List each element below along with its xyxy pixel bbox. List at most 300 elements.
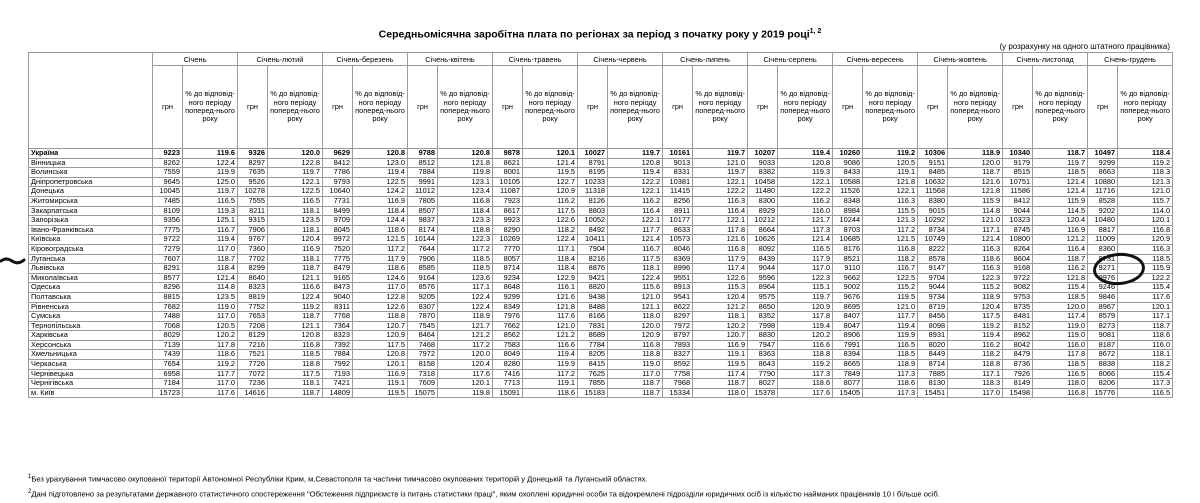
percent-value: 118.6: [778, 379, 833, 389]
region-name: Житомирська: [29, 196, 153, 206]
salary-value: 8049: [493, 350, 523, 360]
salary-value: 8331: [663, 168, 693, 178]
unit-header-uah: грн: [578, 66, 608, 149]
percent-value: 121.0: [693, 158, 748, 168]
region-name: Чернігівська: [29, 379, 153, 389]
percent-value: 118.6: [863, 379, 918, 389]
salary-value: 10381: [663, 177, 693, 187]
percent-value: 116.2: [778, 196, 833, 206]
salary-value: 9788: [408, 149, 438, 159]
salary-value: 8029: [153, 331, 183, 341]
salary-value: 8211: [238, 206, 268, 216]
salary-value: 9596: [748, 273, 778, 283]
percent-value: 119.4: [863, 321, 918, 331]
percent-value: 116.5: [1033, 369, 1088, 379]
salary-value: 8057: [493, 254, 523, 264]
salary-value: 9438: [578, 292, 608, 302]
percent-value: 121.0: [608, 292, 663, 302]
region-name: Київська: [29, 235, 153, 245]
salary-value: 9002: [833, 283, 863, 293]
salary-value: 8352: [748, 312, 778, 322]
salary-value: 8369: [663, 254, 693, 264]
percent-value: 122.6: [523, 216, 578, 226]
salary-value: 10685: [833, 235, 863, 245]
salary-value: 9541: [663, 292, 693, 302]
percent-value: 118.4: [523, 264, 578, 274]
percent-value: 123.6: [438, 273, 493, 283]
salary-value: 7654: [153, 360, 183, 370]
table-row: [29, 321, 1173, 331]
footnote-1-text: Без урахування тимчасово окупованої території Автономної Республіки Крим, м.Севастополя та частини тимчасово окупованих територій у Донецькій та Луганській областях.: [31, 474, 648, 484]
salary-value: 7279: [153, 244, 183, 254]
salary-value: 11568: [918, 187, 948, 197]
salary-value: 8256: [663, 196, 693, 206]
salary-value: 8592: [663, 360, 693, 370]
percent-value: 122.4: [268, 292, 323, 302]
percent-value: 116.8: [608, 340, 663, 350]
percent-value: 118.8: [608, 350, 663, 360]
percent-value: 120.9: [608, 331, 663, 341]
salary-value: 9082: [1003, 283, 1033, 293]
table-row: [29, 302, 1173, 312]
percent-value: 121.3: [1118, 177, 1173, 187]
percent-value: 119.4: [523, 350, 578, 360]
salary-value: 11526: [833, 187, 863, 197]
percent-value: 115.2: [863, 283, 918, 293]
salary-value: 8222: [918, 244, 948, 254]
percent-value: 121.6: [523, 292, 578, 302]
title-footnote-ref: 1, 2: [809, 28, 822, 35]
percent-value: 116.9: [693, 340, 748, 350]
salary-value: 10751: [1003, 177, 1033, 187]
percent-value: 117.1: [948, 369, 1003, 379]
salary-value: 8098: [918, 321, 948, 331]
salary-value: 8663: [1088, 168, 1118, 178]
hand-drawn-scribble: [0, 255, 26, 267]
salary-value: 9878: [493, 149, 523, 159]
salary-value: 8360: [1088, 244, 1118, 254]
percent-value: 120.0: [1033, 302, 1088, 312]
salary-value: 9972: [323, 235, 353, 245]
footnote-2-text: Дані підготовлено за результатами державного статистичного спостереження "Обстеження підприємств із питань статистики праці", яким охоплені юридичні особи та відокремлені підрозділи юридичних осіб із кількістю найманих працівників 10 і більше осіб.: [31, 489, 940, 499]
percent-value: 118.2: [1118, 360, 1173, 370]
salary-value: 7992: [323, 360, 353, 370]
table-row: [29, 225, 1173, 235]
salary-value: 7805: [408, 196, 438, 206]
percent-value: 118.0: [693, 388, 748, 398]
salary-value: 8296: [153, 283, 183, 293]
percent-value: 119.9: [183, 168, 238, 178]
salary-value: 8297: [238, 158, 268, 168]
period-header: Січень-квітень: [408, 53, 493, 66]
percent-value: 117.3: [863, 369, 918, 379]
percent-value: 122.4: [523, 235, 578, 245]
salary-value: 8621: [493, 158, 523, 168]
percent-value: 119.8: [438, 388, 493, 398]
percent-value: 122.4: [608, 273, 663, 283]
salary-value: 9015: [918, 206, 948, 216]
salary-value: 11480: [748, 187, 778, 197]
percent-value: 118.4: [353, 206, 408, 216]
percent-value: 117.9: [353, 254, 408, 264]
salary-value: 7904: [578, 244, 608, 254]
percent-value: 117.4: [693, 264, 748, 274]
region-name: Запорізька: [29, 216, 153, 226]
percent-value: 117.7: [863, 312, 918, 322]
percent-value: 117.8: [693, 225, 748, 235]
percent-value: 119.2: [183, 360, 238, 370]
salary-value: 8206: [1088, 379, 1118, 389]
salary-value: 9846: [1088, 292, 1118, 302]
salary-value: 11318: [578, 187, 608, 197]
percent-value: 116.3: [1118, 244, 1173, 254]
salary-value: 8791: [578, 158, 608, 168]
salary-value: 9202: [1088, 206, 1118, 216]
percent-value: 121.7: [778, 216, 833, 226]
salary-value: 10207: [748, 149, 778, 159]
salary-value: 7521: [238, 350, 268, 360]
percent-value: 118.6: [353, 264, 408, 274]
percent-value: 116.7: [863, 264, 918, 274]
percent-value: 119.7: [693, 149, 748, 159]
table-row: [29, 350, 1173, 360]
percent-value: 122.2: [608, 177, 663, 187]
salary-value: 8731: [1088, 254, 1118, 264]
salary-value: 8820: [578, 283, 608, 293]
salary-value: 8819: [238, 292, 268, 302]
salary-value: 15451: [918, 388, 948, 398]
salary-value: 10411: [578, 235, 608, 245]
salary-value: 7893: [663, 340, 693, 350]
salary-value: 7906: [408, 254, 438, 264]
salary-value: 9086: [833, 158, 863, 168]
salary-value: 10323: [1003, 216, 1033, 226]
percent-value: 118.6: [353, 225, 408, 235]
salary-value: 7972: [408, 350, 438, 360]
salary-value: 8307: [408, 302, 438, 312]
percent-value: 117.4: [693, 369, 748, 379]
percent-value: 116.7: [608, 244, 663, 254]
region-name: Хмельницька: [29, 350, 153, 360]
salary-value: 8650: [748, 302, 778, 312]
header-row-periods: [29, 53, 1173, 66]
salary-value: 8323: [238, 283, 268, 293]
percent-value: 117.3: [778, 369, 833, 379]
salary-value: 8562: [493, 331, 523, 341]
salary-value: 8633: [663, 225, 693, 235]
percent-value: 117.6: [183, 388, 238, 398]
percent-value: 114.0: [1118, 206, 1173, 216]
salary-value: 8174: [408, 225, 438, 235]
percent-value: 120.1: [1118, 302, 1173, 312]
percent-value: 116.8: [1033, 388, 1088, 398]
salary-value: 7884: [408, 168, 438, 178]
percent-value: 116.3: [863, 196, 918, 206]
percent-value: 117.1: [948, 225, 1003, 235]
table-row: [29, 283, 1173, 293]
salary-value: 9709: [323, 216, 353, 226]
salary-value: 10027: [578, 149, 608, 159]
percent-value: 116.8: [438, 196, 493, 206]
region-name: Харківська: [29, 331, 153, 341]
salary-value: 7923: [493, 196, 523, 206]
percent-value: 114.8: [183, 283, 238, 293]
salary-value: 8579: [1088, 312, 1118, 322]
salary-value: 9526: [238, 177, 268, 187]
percent-value: 120.4: [948, 302, 1003, 312]
percent-value: 121.8: [863, 177, 918, 187]
salary-value: 10144: [408, 235, 438, 245]
salary-value: 8299: [238, 264, 268, 274]
salary-value: 8323: [323, 331, 353, 341]
percent-value: 122.5: [863, 273, 918, 283]
salary-value: 7583: [493, 340, 523, 350]
percent-value: 118.9: [948, 292, 1003, 302]
salary-value: 8464: [408, 331, 438, 341]
salary-value: 10244: [833, 216, 863, 226]
percent-value: 119.2: [1118, 158, 1173, 168]
percent-value: 119.9: [863, 331, 918, 341]
percent-value: 117.7: [183, 369, 238, 379]
salary-value: 8815: [153, 292, 183, 302]
salary-value: 11009: [1088, 235, 1118, 245]
salary-value: 9676: [833, 292, 863, 302]
percent-value: 118.6: [948, 254, 1003, 264]
salary-value: 10626: [748, 235, 778, 245]
unit-header-percent: % до відповід-ного періоду поперед-нього року: [268, 66, 323, 149]
salary-value: 9299: [1088, 158, 1118, 168]
salary-value: 8297: [663, 312, 693, 322]
salary-value: 9704: [918, 273, 948, 283]
percent-value: 117.1: [523, 244, 578, 254]
region-name: Черкаська: [29, 360, 153, 370]
percent-value: 119.9: [523, 360, 578, 370]
percent-value: 118.7: [268, 388, 323, 398]
percent-value: 118.7: [608, 379, 663, 389]
unit-header-percent: % до відповід-ного періоду поперед-нього року: [523, 66, 578, 149]
footnote-2-marker: 2: [28, 489, 32, 495]
period-header: Січень-грудень: [1088, 53, 1173, 66]
percent-value: 122.3: [948, 273, 1003, 283]
percent-value: 115.1: [778, 283, 833, 293]
region-name: Україна: [29, 149, 153, 159]
percent-value: 122.4: [438, 292, 493, 302]
salary-value: 8363: [748, 350, 778, 360]
salary-value: 7216: [238, 340, 268, 350]
percent-value: 119.0: [608, 360, 663, 370]
salary-value: 9645: [153, 177, 183, 187]
period-header: Січень-листопад: [1003, 53, 1088, 66]
salary-value: 7752: [238, 302, 268, 312]
region-name: Рівненська: [29, 302, 153, 312]
salary-value: 7831: [578, 321, 608, 331]
salary-value: 15378: [748, 388, 778, 398]
percent-value: 118.1: [268, 254, 323, 264]
salary-value: 8158: [408, 360, 438, 370]
percent-value: 117.2: [438, 340, 493, 350]
percent-value: 123.0: [353, 158, 408, 168]
percent-value: 119.5: [523, 168, 578, 178]
salary-value: 7439: [153, 350, 183, 360]
salary-value: 7775: [323, 254, 353, 264]
percent-value: 118.1: [1118, 350, 1173, 360]
salary-value: 8817: [1088, 225, 1118, 235]
salary-value: 9151: [918, 158, 948, 168]
percent-value: 119.1: [863, 168, 918, 178]
salary-value: 10497: [1088, 149, 1118, 159]
percent-value: 120.1: [353, 360, 408, 370]
salary-value: 8327: [663, 350, 693, 360]
percent-value: 120.8: [353, 149, 408, 159]
region-name: Львівська: [29, 264, 153, 274]
salary-value: 9165: [323, 273, 353, 283]
salary-value: 9421: [578, 273, 608, 283]
percent-value: 119.7: [778, 292, 833, 302]
unit-header-percent: % до відповід-ного періоду поперед-нього року: [608, 66, 663, 149]
salary-value: 8412: [1003, 196, 1033, 206]
salary-value: 8913: [663, 283, 693, 293]
salary-value: 10458: [748, 177, 778, 187]
percent-value: 118.2: [863, 254, 918, 264]
salary-value: 15075: [408, 388, 438, 398]
percent-value: 121.8: [1033, 273, 1088, 283]
table-row: [29, 369, 1173, 379]
table-row: [29, 273, 1173, 283]
salary-value: 8521: [833, 254, 863, 264]
salary-value: 11586: [1003, 187, 1033, 197]
percent-value: 118.7: [1118, 321, 1173, 331]
salary-value: 15405: [833, 388, 863, 398]
salary-value: 8617: [493, 206, 523, 216]
percent-value: 120.8: [608, 158, 663, 168]
salary-value: 8280: [493, 360, 523, 370]
percent-value: 117.8: [183, 340, 238, 350]
percent-value: 118.7: [268, 264, 323, 274]
unit-header-percent: % до відповід-ного періоду поперед-нього року: [1118, 66, 1173, 149]
salary-value: 9837: [408, 216, 438, 226]
salary-value: 8152: [1003, 321, 1033, 331]
percent-value: 121.7: [438, 321, 493, 331]
percent-value: 120.4: [1033, 216, 1088, 226]
percent-value: 117.2: [523, 369, 578, 379]
percent-value: 118.5: [438, 254, 493, 264]
period-header: Січень: [153, 53, 238, 66]
salary-value: 7184: [153, 379, 183, 389]
percent-value: 120.8: [778, 158, 833, 168]
salary-value: 8415: [578, 360, 608, 370]
salary-value: 7968: [663, 379, 693, 389]
salary-value: 9110: [833, 264, 863, 274]
percent-value: 119.2: [863, 149, 918, 159]
percent-value: 120.9: [1118, 235, 1173, 245]
unit-header-uah: грн: [1003, 66, 1033, 149]
percent-value: 123.5: [183, 292, 238, 302]
percent-value: 120.5: [183, 321, 238, 331]
percent-value: 121.2: [693, 302, 748, 312]
salary-value: 8290: [493, 225, 523, 235]
salary-value: 7416: [493, 369, 523, 379]
percent-value: 120.0: [948, 158, 1003, 168]
percent-value: 118.7: [1033, 254, 1088, 264]
salary-value: 7072: [238, 369, 268, 379]
percent-value: 115.7: [1118, 196, 1173, 206]
percent-value: 120.4: [693, 292, 748, 302]
salary-value: 7555: [238, 196, 268, 206]
percent-value: 122.2: [778, 187, 833, 197]
salary-value: 9976: [1088, 273, 1118, 283]
percent-value: 122.1: [693, 177, 748, 187]
percent-value: 121.1: [268, 321, 323, 331]
page-title: [0, 28, 1200, 41]
percent-value: 121.2: [438, 331, 493, 341]
percent-value: 121.4: [183, 273, 238, 283]
header-region-corner: [29, 53, 153, 149]
percent-value: 122.4: [183, 158, 238, 168]
salary-value: 7786: [323, 168, 353, 178]
salary-value: 8735: [1003, 302, 1033, 312]
region-name: Вінницька: [29, 158, 153, 168]
salary-value: 7392: [323, 340, 353, 350]
percent-value: 118.7: [268, 312, 323, 322]
percent-value: 118.5: [1118, 254, 1173, 264]
salary-value: 8528: [1088, 196, 1118, 206]
header-row-units: [29, 66, 1173, 149]
salary-value: 9575: [748, 292, 778, 302]
salary-value: 8262: [153, 158, 183, 168]
percent-value: 119.3: [183, 206, 238, 216]
percent-value: 118.5: [1033, 168, 1088, 178]
salary-value: 8187: [1088, 340, 1118, 350]
salary-value: 7545: [408, 321, 438, 331]
salary-value: 9246: [1088, 283, 1118, 293]
percent-value: 114.8: [948, 206, 1003, 216]
salary-value: 9315: [238, 216, 268, 226]
percent-value: 120.2: [693, 321, 748, 331]
table-row: [29, 187, 1173, 197]
salary-value: 8734: [918, 225, 948, 235]
salary-value: 8382: [748, 168, 778, 178]
percent-value: 119.4: [183, 235, 238, 245]
percent-value: 120.4: [438, 360, 493, 370]
salary-value: 8714: [918, 360, 948, 370]
percent-value: 118.8: [268, 360, 323, 370]
salary-value: 10045: [153, 187, 183, 197]
percent-value: 117.5: [268, 369, 323, 379]
salary-value: 8205: [578, 350, 608, 360]
percent-value: 121.5: [353, 235, 408, 245]
salary-value: 8838: [1088, 360, 1118, 370]
salary-value: 8045: [323, 225, 353, 235]
salary-value: 15776: [1088, 388, 1118, 398]
salary-value: 7768: [323, 312, 353, 322]
percent-value: 119.1: [693, 350, 748, 360]
salary-value: 10588: [833, 177, 863, 187]
salary-value: 15334: [663, 388, 693, 398]
percent-value: 118.7: [183, 254, 238, 264]
salary-value: 7653: [238, 312, 268, 322]
salary-value: 14809: [323, 388, 353, 398]
unit-header-uah: грн: [323, 66, 353, 149]
percent-value: 116.8: [1118, 225, 1173, 235]
region-name: Миколаївська: [29, 273, 153, 283]
unit-header-uah: грн: [408, 66, 438, 149]
salary-value: 10306: [918, 149, 948, 159]
percent-value: 120.7: [353, 321, 408, 331]
percent-value: 116.3: [693, 196, 748, 206]
salary-value: 8507: [408, 206, 438, 216]
salary-value: 9271: [1088, 264, 1118, 274]
percent-value: 119.0: [183, 302, 238, 312]
